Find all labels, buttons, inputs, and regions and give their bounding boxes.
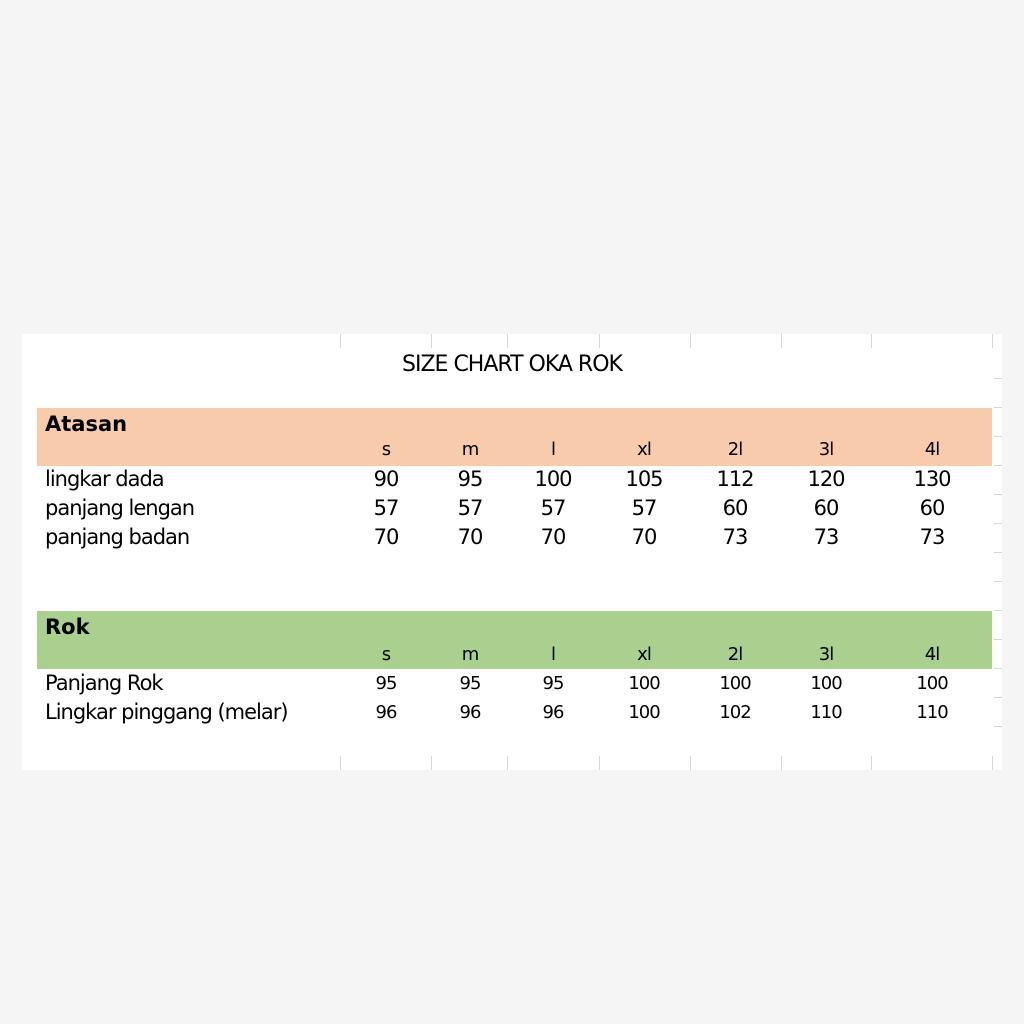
grid-tick xyxy=(992,334,993,348)
row-label: Lingkar pinggang (melar) xyxy=(45,700,288,724)
size-header-cell: l xyxy=(550,644,555,665)
value-cell: 130 xyxy=(913,467,951,491)
grid-tick xyxy=(994,523,1002,524)
grid-tick xyxy=(871,334,872,348)
sheet-title: SIZE CHART OKA ROK xyxy=(402,352,622,377)
row-label: panjang lengan xyxy=(45,496,195,520)
grid-tick xyxy=(599,334,600,348)
value-cell: 120 xyxy=(807,467,845,491)
value-cell: 70 xyxy=(631,525,657,549)
value-cell: 100 xyxy=(628,673,660,694)
grid-tick xyxy=(994,581,1002,582)
value-cell: 105 xyxy=(625,467,663,491)
value-cell: 57 xyxy=(540,496,566,520)
grid-tick xyxy=(431,334,432,348)
size-header-cell: xl xyxy=(637,439,651,460)
grid-tick xyxy=(994,552,1002,553)
value-cell: 110 xyxy=(916,702,948,723)
rok-section-label: Rok xyxy=(45,615,90,639)
grid-tick xyxy=(994,378,1002,379)
grid-tick xyxy=(994,436,1002,437)
size-header-cell: 2l xyxy=(727,644,743,665)
value-cell: 96 xyxy=(542,702,564,723)
grid-tick xyxy=(690,334,691,348)
value-cell: 100 xyxy=(534,467,572,491)
size-header-cell: 2l xyxy=(727,439,743,460)
grid-tick xyxy=(690,756,691,770)
size-header-cell: s xyxy=(381,644,391,665)
size-header-cell: xl xyxy=(637,644,651,665)
row-label: panjang badan xyxy=(45,525,190,549)
size-header-cell: 3l xyxy=(818,644,834,665)
size-header-cell: l xyxy=(550,439,555,460)
grid-tick xyxy=(431,756,432,770)
grid-tick xyxy=(992,756,993,770)
value-cell: 96 xyxy=(375,702,397,723)
size-header-cell: 4l xyxy=(924,644,940,665)
grid-tick xyxy=(994,610,1002,611)
value-cell: 73 xyxy=(813,525,839,549)
value-cell: 70 xyxy=(540,525,566,549)
grid-tick xyxy=(994,668,1002,669)
value-cell: 95 xyxy=(375,673,397,694)
grid-tick xyxy=(994,465,1002,466)
value-cell: 112 xyxy=(716,467,754,491)
value-cell: 100 xyxy=(628,702,660,723)
value-cell: 100 xyxy=(719,673,751,694)
value-cell: 73 xyxy=(722,525,748,549)
value-cell: 70 xyxy=(373,525,399,549)
value-cell: 96 xyxy=(459,702,481,723)
value-cell: 90 xyxy=(373,467,399,491)
size-header-cell: 3l xyxy=(818,439,834,460)
grid-tick xyxy=(507,334,508,348)
size-chart-sheet xyxy=(22,334,1002,770)
value-cell: 95 xyxy=(542,673,564,694)
value-cell: 57 xyxy=(457,496,483,520)
value-cell: 95 xyxy=(459,673,481,694)
grid-tick xyxy=(340,756,341,770)
atasan-section-label: Atasan xyxy=(45,412,128,436)
grid-tick xyxy=(871,756,872,770)
value-cell: 73 xyxy=(919,525,945,549)
row-label: lingkar dada xyxy=(45,467,164,491)
size-header-cell: s xyxy=(381,439,391,460)
grid-tick xyxy=(994,407,1002,408)
value-cell: 110 xyxy=(810,702,842,723)
row-label: Panjang Rok xyxy=(45,671,163,695)
value-cell: 100 xyxy=(916,673,948,694)
value-cell: 95 xyxy=(457,467,483,491)
value-cell: 100 xyxy=(810,673,842,694)
grid-tick xyxy=(599,756,600,770)
value-cell: 70 xyxy=(457,525,483,549)
value-cell: 60 xyxy=(722,496,748,520)
size-header-cell: 4l xyxy=(924,439,940,460)
grid-tick xyxy=(994,697,1002,698)
value-cell: 60 xyxy=(813,496,839,520)
size-header-cell: m xyxy=(461,644,479,665)
value-cell: 60 xyxy=(919,496,945,520)
grid-tick xyxy=(994,494,1002,495)
grid-tick xyxy=(781,756,782,770)
grid-tick xyxy=(994,726,1002,727)
value-cell: 102 xyxy=(719,702,751,723)
grid-tick xyxy=(994,639,1002,640)
grid-tick xyxy=(340,334,341,348)
grid-tick xyxy=(781,334,782,348)
value-cell: 57 xyxy=(373,496,399,520)
value-cell: 57 xyxy=(631,496,657,520)
size-header-cell: m xyxy=(461,439,479,460)
grid-tick xyxy=(507,756,508,770)
